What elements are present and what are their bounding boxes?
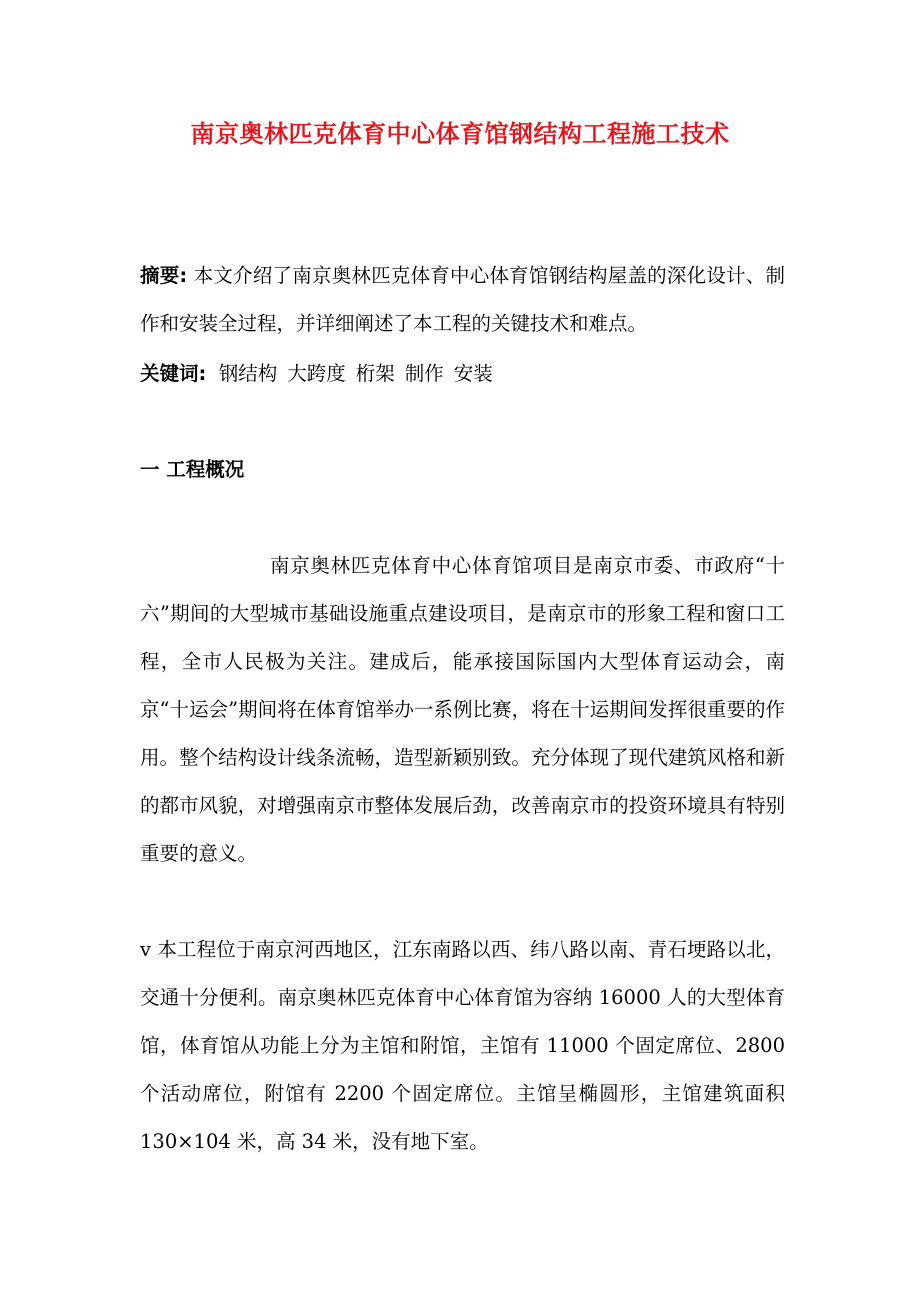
keyword-term: 安装 (453, 362, 493, 385)
keywords (140, 350, 785, 398)
keyword-term: 钢结构 (218, 362, 278, 385)
keyword-term: 制作 (404, 362, 444, 385)
abstract-label: 摘要: (140, 264, 188, 287)
section-heading: 一 工程概况 (140, 458, 245, 481)
abstract-text: 本文介绍了南京奥林匹克体育中心体育馆钢结构屋盖的深化设计、制作和安装全过程，并详细阐述了本工程的关键技术和难点。 (140, 264, 785, 335)
abstract (140, 252, 785, 348)
paragraph: v 本工程位于南京河西地区，江东南路以西、纬八路以南、青石埂路以北，交通十分便利。南京奥林匹克体育中心体育馆为容纳 16000 人的大型体育馆，体育馆从功能上分为主馆和附馆，主馆有 11000 个固定席位、2800 个活动席位，附馆有 2200 个固定席位。主馆呈椭圆形，主馆建筑面积 130×104 米，高 34 米，没有地下室。 (140, 938, 785, 1153)
keyword-term: 桁架 (355, 362, 395, 385)
keyword-term: 大跨度 (287, 362, 346, 385)
document-title: 南京奥林匹克体育中心体育馆钢结构工程施工技术 (190, 120, 730, 148)
paragraph: 南京奥林匹克体育中心体育馆项目是南京市委、市政府“十六”期间的大型城市基础设施重点建设项目，是南京市的形象工程和窗口工程，全市人民极为关注。建成后，能承接国际国内大型体育运动会，南京“十运会”期间将在体育馆举办一系例比赛，将在十运期间发挥很重要的作用。整个结构设计线条流畅，造型新颖别致。充分体现了现代建筑风格和新的都市风貌，对增强南京市整体发展后劲，改善南京市的投资环境具有特别重要的意义。 (140, 554, 785, 865)
keywords-label: 关键词: (140, 362, 207, 385)
